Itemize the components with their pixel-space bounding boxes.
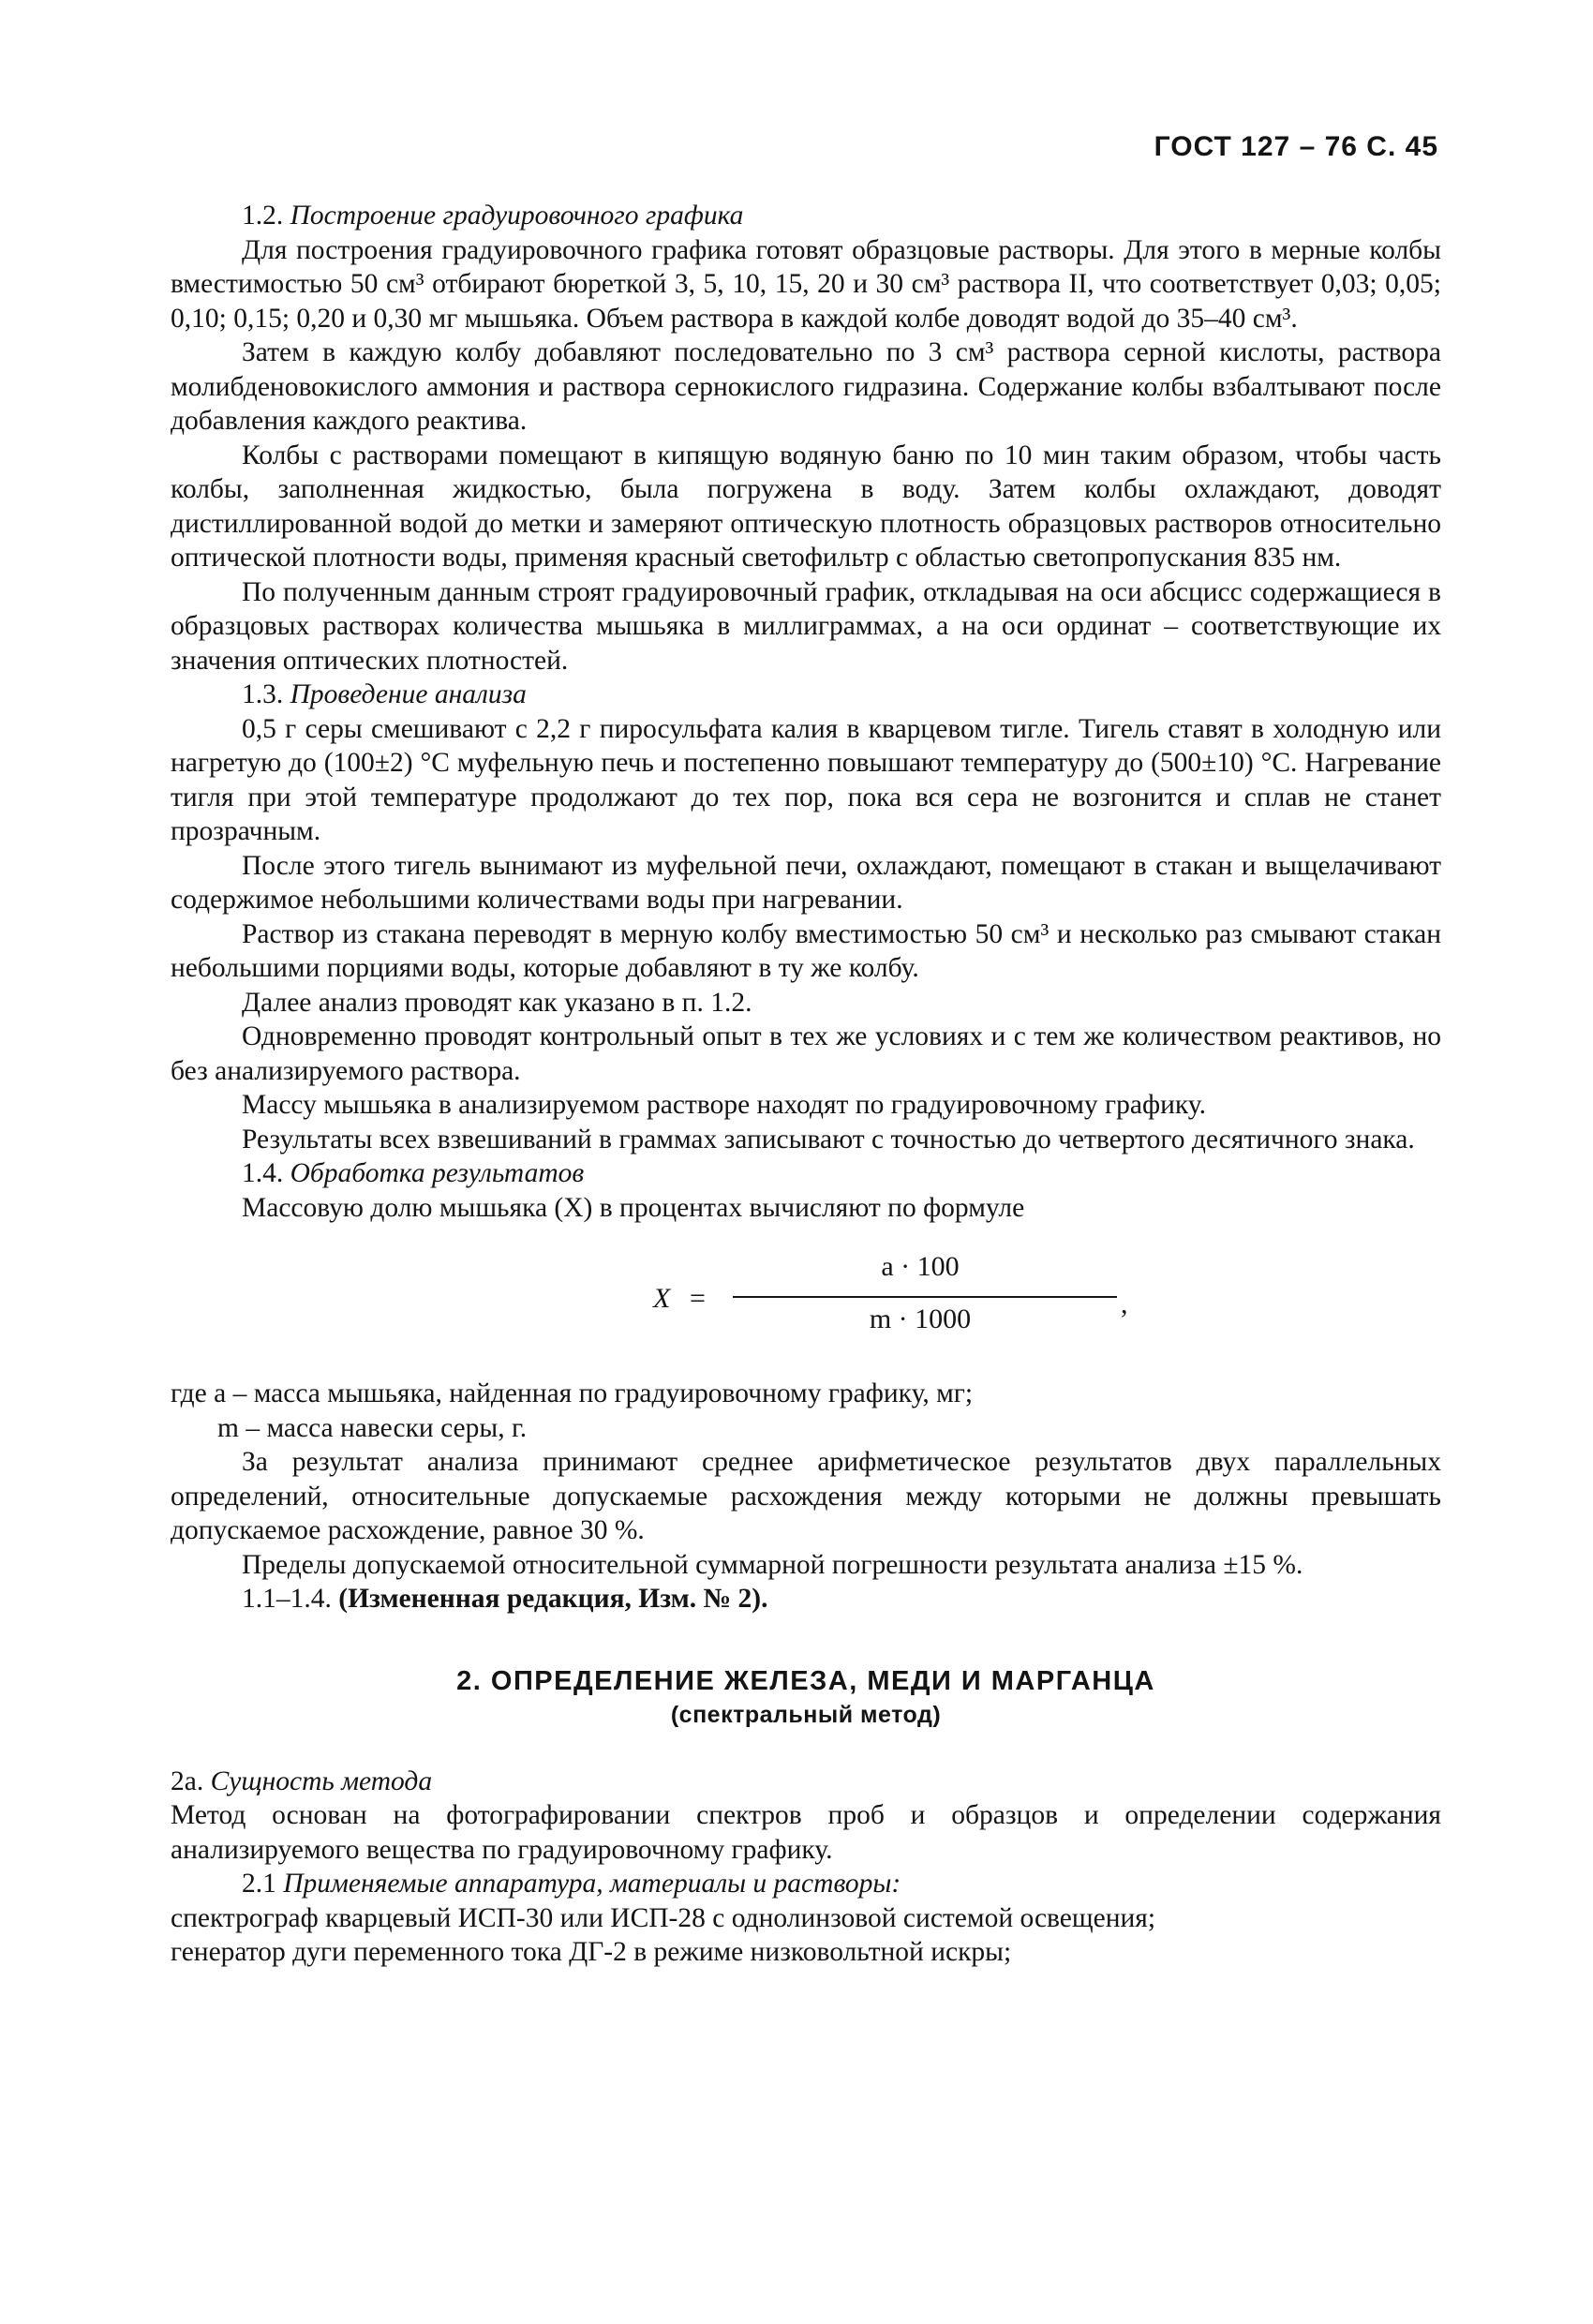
paragraph: Массу мышьяка в анализируемом растворе находят по градуировочному графику. [242,1090,1206,1120]
paragraph: Пределы допускаемой относительной суммарной погрешности результата анализа ±15 %. [242,1549,1303,1580]
amendment-note [171,1582,1441,1616]
section-2-subheading: (спектральный метод) [670,1701,942,1728]
paragraph: Далее анализ проводят как указано в п. 1.2. [242,987,752,1018]
section-2a-title: Сущность метода [210,1765,433,1796]
paragraph: За результат анализа принимают среднее арифметическое результатов двух параллельных определений, относительные допускаемые расхождения между которыми не должны превышать допускаемое расхождение, равное 30 %. [171,1447,1441,1545]
paragraph: Колбы с растворами помещают в кипящую водяную баню по 10 мин таким образом, чтобы часть колбы, заполненная жидкостью, была погружена в воду. Затем колбы охлаждают, доводят дистиллированной водой до метки и замеряют оптическую плотность образцовых растворов относительно оптической плотности воды, применяя красный светофильтр с областью светопропускания 835 нм. [171,439,1441,573]
paragraph: Результаты всех взвешиваний в граммах записывают с точностью до четвертого десятичного знака. [242,1124,1415,1155]
section-1-3-heading [171,678,1441,712]
formula-denominator: m · 1000 [869,1304,972,1334]
formula-equals: = [690,1283,706,1314]
spacer [171,1731,1441,1765]
where-clause-a: где a – масса мышьяка, найденная по градуировочному графику, мг; [171,1378,974,1408]
list-item: спектрограф кварцевый ИСП-30 или ИСП-28 с однолинзовой системой освещения; [171,1902,1156,1933]
formula-comma: , [1121,1289,1128,1319]
section-1-3-title: Проведение анализа [290,679,527,709]
running-head: ГОСТ 127 – 76 С. 45 [1154,131,1438,162]
section-1-2-heading [171,199,1441,233]
formula-lhs: X [653,1283,671,1314]
paragraph: Метод основан на фотографировании спектров проб и образцов и определении содержания анализируемого вещества по градуировочному графику. [171,1800,1441,1865]
paragraph: Массовую долю мышьяка (X) в процентах вычисляют по формуле [242,1192,1025,1223]
section-1-2-title: Построение градуировочного графика [290,201,744,231]
amendment-ref: 1.1–1.4. [242,1584,332,1614]
formula-numerator: a · 100 [881,1251,960,1282]
paragraph: Одновременно проводят контрольный опыт в тех же условиях и с тем же количеством реактивов, но без анализируемого раствора. [171,1021,1441,1086]
list-item: генератор дуги переменного тока ДГ-2 в режиме низковольтной искры; [171,1937,1012,1967]
fraction-bar [733,1296,1117,1298]
section-2-1-title: Применяемые аппаратура, материалы и растворы: [283,1869,901,1899]
paragraph: Затем в каждую колбу добавляют последовательно по 3 см³ раствора серной кислоты, раствора молибденовокислого аммония и раствора сернокислого гидразина. Содержание колбы взбалтывают после добавления каждого реактива. [171,337,1441,436]
section-1-body [171,199,1441,1970]
formula [171,1251,1441,1363]
section-2a-heading [171,1765,1441,1799]
paragraph: Раствор из стакана переводят в мерную колбу вместимостью 50 см³ и несколько раз смывают стакан небольшими порциями воды, которые добавляют в ту же колбу. [171,918,1441,983]
section-1-3-number: 1.3. [242,679,284,709]
amendment-text: (Измененная редакция, Изм. № 2). [338,1584,768,1614]
section-1-4-heading [171,1156,1441,1191]
section-1-4-number: 1.4. [242,1158,284,1188]
paragraph: По полученным данным строят градуировочный график, откладывая на оси абсцисс содержащиеся в образцовых растворах количества мышьяка в миллиграммах, а на оси ординат – соответствующие их значения оптических плотностей. [171,576,1441,676]
section-2-1-number: 2.1 [242,1869,276,1899]
where-clause-m: m – масса навески серы, г. [217,1412,528,1443]
section-2a-number: 2а. [171,1765,204,1796]
paragraph: Для построения градуировочного графика готовят образцовые растворы. Для этого в мерные колбы вместимостью 50 см³ отбирают бюреткой 3, 5, 10, 15, 20 и 30 см³ раствора II, что соответствует 0,03; 0,05; 0,10; 0,15; 0,20 и 0,30 мг мышьяка. Объем раствора в каждой колбе доводят водой до 35–40 см³. [171,234,1441,334]
paragraph: После этого тигель вынимают из муфельной печи, охлаждают, помещают в стакан и выщелачивают содержимое небольшими количествами воды при нагревании. [171,850,1441,915]
section-2-heading: 2. ОПРЕДЕЛЕНИЕ ЖЕЛЕЗА, МЕДИ И МАРГАНЦА [456,1665,1155,1696]
section-1-4-title: Обработка результатов [290,1158,585,1188]
section-2-1-heading [171,1867,1441,1901]
paragraph: 0,5 г серы смешивают с 2,2 г пиросульфата калия в кварцевом тигле. Тигель ставят в холодную или нагретую до (100±2) °С муфельную печь и постепенно повышают температуру до (500±10) °С. Нагревание тигля при этой температуре продолжают до тех пор, пока вся сера не возгонится и сплав не станет прозрачным. [171,713,1441,846]
section-1-2-number: 1.2. [242,201,284,231]
